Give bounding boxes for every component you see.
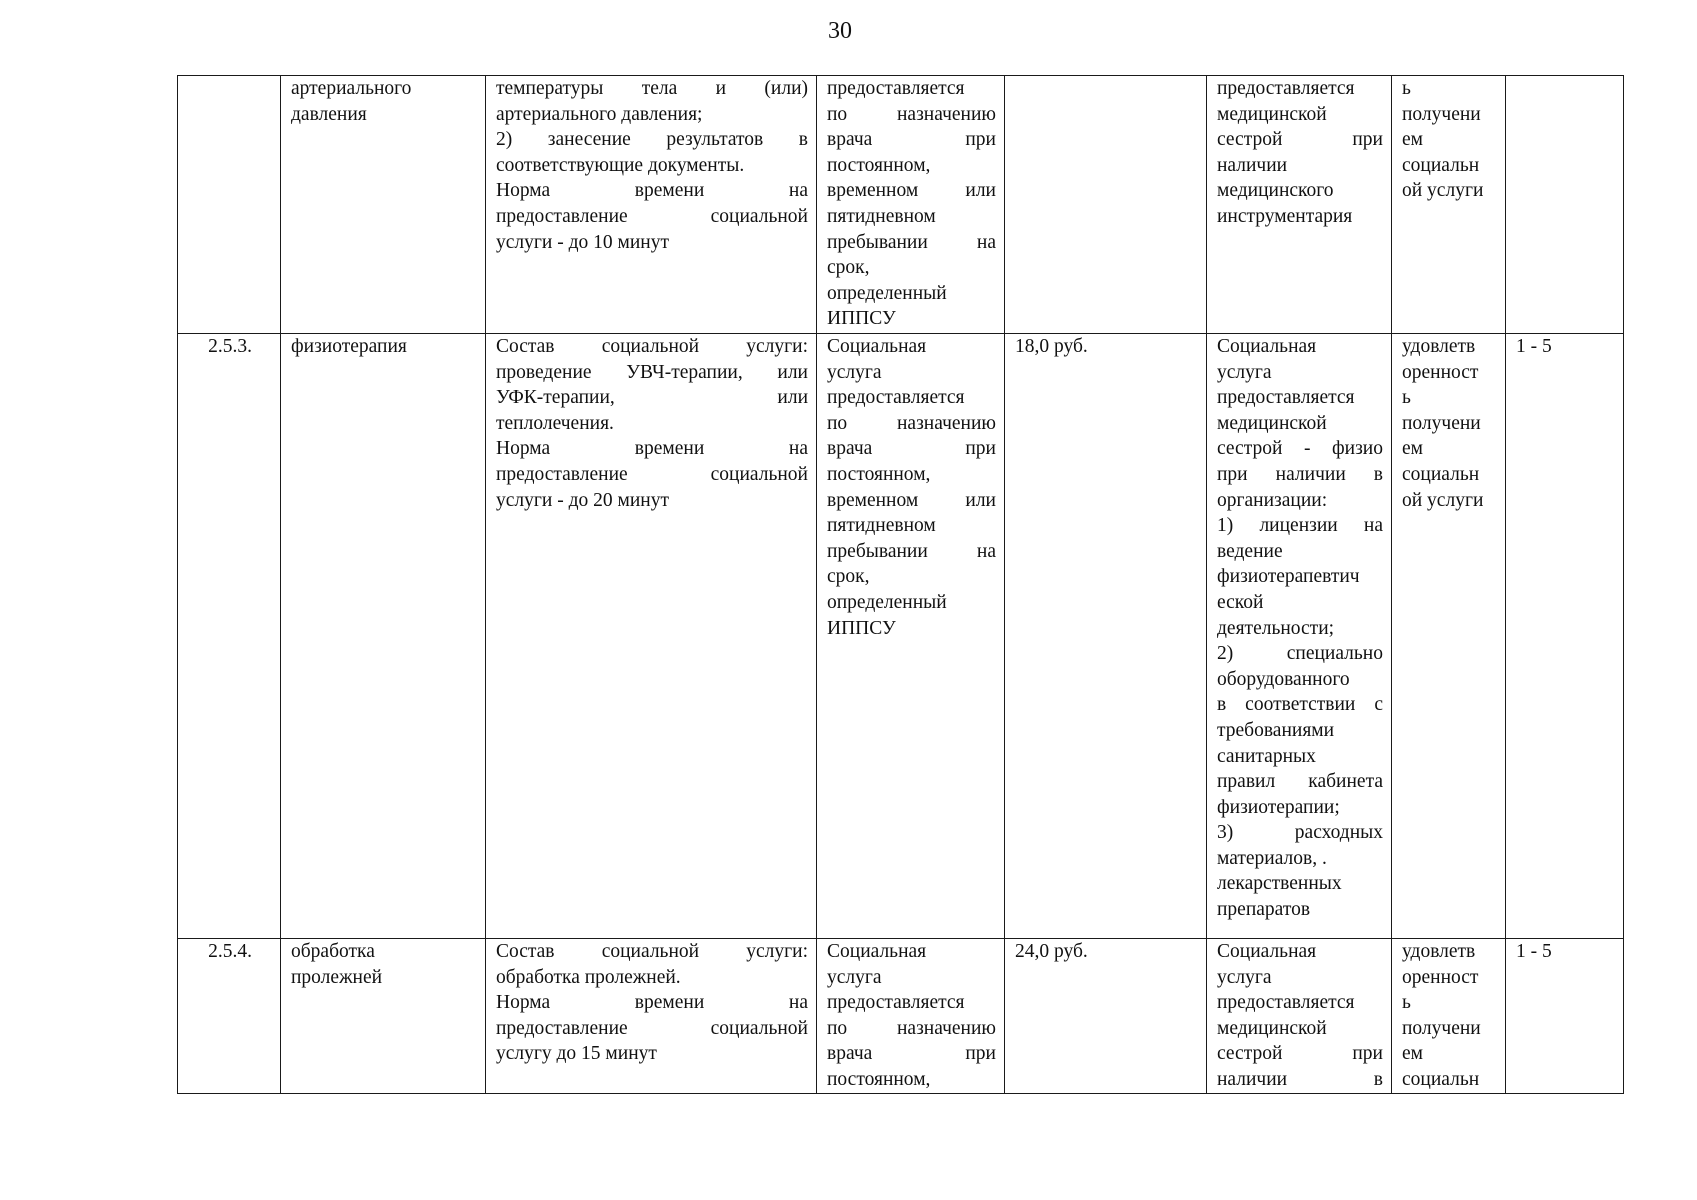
service-evaluation-cell-line: оренност [1402,966,1479,988]
service-evaluation-cell-line: ь [1402,387,1411,409]
service-conditions-cell-line: постоянном, [827,1068,931,1090]
service-frequency-cell: 1 - 5 [1506,939,1624,1094]
service-quality-cell-line: предоставляется [1217,992,1355,1014]
service-quality-cell-line: медицинского [1217,180,1334,202]
service-conditions-cell [817,76,1005,334]
service-quality-cell-line: физиотерапии; [1217,796,1340,818]
service-quality-cell-line: при наличии в [1217,463,1383,485]
service-conditions-cell-line: пятидневном [827,515,936,537]
service-quality-cell-line: предоставляется [1217,78,1355,99]
service-content-cell-line: температуры тела и (или) [496,78,808,99]
service-conditions-cell-line: Социальная [827,336,927,357]
service-content-cell-line: УФК-терапии, или [496,387,808,409]
service-quality-cell-line: материалов, . [1217,847,1327,869]
service-evaluation-cell-line: ой услуги [1402,180,1484,202]
service-conditions-cell-line: временном или [827,180,996,202]
service-conditions-cell [817,939,1005,1094]
service-conditions-cell-line: определенный [827,591,947,613]
service-conditions-cell-line: пребывании на [827,231,996,253]
service-content-cell-line: Норма времени на [496,438,808,460]
service-content-cell-line: Состав социальной услуги: [496,941,808,962]
service-conditions-cell-line: постоянном, [827,463,931,485]
table-body [178,76,1624,1094]
service-content-cell-line: теплолечения. [496,412,614,434]
service-tariff-cell [1005,76,1207,334]
service-conditions-cell-line: постоянном, [827,154,931,176]
service-quality-cell-line: 2) специально [1217,643,1383,665]
service-evaluation-cell-line: ем [1402,1043,1423,1065]
service-quality-cell-line: медицинской [1217,412,1327,434]
service-tariff-cell: 18,0 руб. [1005,334,1207,939]
service-quality-cell-line: услуга [1217,361,1272,383]
service-content-cell-line: предоставление социальной [496,205,808,227]
service-evaluation-cell [1392,334,1506,939]
service-number-cell: 2.5.4. [178,939,281,1094]
service-frequency-cell: 1 - 5 [1506,334,1624,939]
service-quality-cell-line: инструментария [1217,205,1353,227]
service-content-cell-line: проведение УВЧ-терапии, или [496,361,808,383]
service-conditions-cell-line: по назначению [827,1017,996,1039]
service-content-cell-line: Норма времени на [496,992,808,1014]
service-quality-cell [1207,334,1392,939]
service-quality-cell-line: в соответствии с [1217,694,1383,716]
service-quality-cell-line: сестрой - физио [1217,438,1383,460]
service-frequency-cell [1506,76,1624,334]
service-evaluation-cell-line: ем [1402,438,1423,460]
service-content-cell-line: 2) занесение результатов в [496,129,808,151]
service-quality-cell-line: препаратов [1217,899,1311,921]
service-quality-cell-line: еской [1217,591,1264,613]
service-number-cell [178,76,281,334]
service-content-cell [486,939,817,1094]
service-conditions-cell-line: услуга [827,966,882,988]
service-conditions-cell-line: пребывании на [827,540,996,562]
service-evaluation-cell-line: ем [1402,129,1423,151]
service-quality-cell-line: правил кабинета [1217,771,1383,793]
service-evaluation-cell-line: ой услуги [1402,489,1484,511]
service-evaluation-cell-line: получени [1402,412,1481,434]
service-quality-cell-line: требованиями [1217,719,1335,741]
service-conditions-cell [817,334,1005,939]
table-row [178,76,1624,334]
service-conditions-cell-line: определенный [827,282,947,304]
service-content-cell-line: предоставление социальной [496,463,808,485]
service-conditions-cell-line: врача при [827,438,996,460]
service-name-cell-line: физиотерапия [291,336,407,357]
service-quality-cell-line: услуга [1217,966,1272,988]
service-evaluation-cell [1392,939,1506,1094]
service-quality-cell-line: организации: [1217,489,1328,511]
table-row [178,334,1624,939]
service-name-cell-line: давления [291,103,367,125]
service-number-cell: 2.5.3. [178,334,281,939]
service-quality-cell-line: 3) расходных [1217,822,1383,844]
service-evaluation-cell-line: социальн [1402,463,1480,485]
service-quality-cell-line: Социальная [1217,336,1317,357]
service-content-cell-line: предоставление социальной [496,1017,808,1039]
service-quality-cell-line: медицинской [1217,103,1327,125]
table-row [178,939,1624,1094]
service-evaluation-cell-line: социальн [1402,154,1480,176]
service-name-cell-line: обработка [291,941,375,962]
service-conditions-cell-line: предоставляется [827,387,965,409]
service-evaluation-cell-line: оренност [1402,361,1479,383]
service-quality-cell-line: медицинской [1217,1017,1327,1039]
service-quality-cell-line: сестрой при [1217,1043,1383,1065]
service-conditions-cell-line: по назначению [827,103,996,125]
service-content-cell-line: артериального давления; [496,103,703,125]
service-conditions-cell-line: по назначению [827,412,996,434]
service-conditions-cell-line: предоставляется [827,78,965,99]
service-content-cell-line: услуги - до 20 минут [496,489,669,511]
service-conditions-cell-line: ИППСУ [827,617,896,639]
service-evaluation-cell-line: ь [1402,78,1411,99]
service-evaluation-cell-line: удовлетв [1402,941,1476,962]
service-quality-cell-line: деятельности; [1217,617,1335,639]
service-quality-cell-line: санитарных [1217,745,1316,767]
service-content-cell-line: услуги - до 10 минут [496,231,669,253]
service-quality-cell-line: наличии в [1217,1068,1383,1090]
service-conditions-cell-line: пятидневном [827,205,936,227]
service-name-cell-line: артериального [291,78,412,99]
service-conditions-cell-line: Социальная [827,941,927,962]
service-name-cell-line: пролежней [291,966,383,988]
service-evaluation-cell [1392,76,1506,334]
service-quality-cell-line: лекарственных [1217,873,1342,895]
service-quality-cell-line: ведение [1217,540,1283,562]
service-conditions-cell-line: врача при [827,129,996,151]
service-name-cell [281,76,486,334]
service-tariff-cell: 24,0 руб. [1005,939,1207,1094]
service-conditions-cell-line: срок, [827,257,870,279]
service-conditions-cell-line: предоставляется [827,992,965,1014]
service-evaluation-cell-line: социальн [1402,1068,1480,1090]
service-quality-cell-line: 1) лицензии на [1217,515,1383,537]
service-quality-cell-line: наличии [1217,154,1288,176]
services-table [177,75,1624,1094]
service-evaluation-cell-line: получени [1402,1017,1481,1039]
service-content-cell-line: Норма времени на [496,180,808,202]
service-quality-cell-line: физиотерапевтич [1217,566,1360,588]
service-conditions-cell-line: врача при [827,1043,996,1065]
service-name-cell [281,334,486,939]
service-quality-cell [1207,76,1392,334]
service-evaluation-cell-line: ь [1402,992,1411,1014]
page-number: 30 [828,18,852,44]
service-content-cell [486,76,817,334]
service-quality-cell-line: сестрой при [1217,129,1383,151]
service-conditions-cell-line: ИППСУ [827,308,896,330]
service-conditions-cell-line: срок, [827,566,870,588]
service-conditions-cell-line: временном или [827,489,996,511]
service-content-cell-line: соответствующие документы. [496,154,745,176]
service-content-cell-line: услугу до 15 минут [496,1043,657,1065]
service-content-cell-line: обработка пролежней. [496,966,681,988]
service-content-cell-line: Состав социальной услуги: [496,336,808,357]
service-evaluation-cell-line: удовлетв [1402,336,1476,357]
service-conditions-cell-line: услуга [827,361,882,383]
service-quality-cell [1207,939,1392,1094]
service-quality-cell-line: оборудованного [1217,668,1350,690]
service-content-cell [486,334,817,939]
service-evaluation-cell-line: получени [1402,103,1481,125]
service-quality-cell-line: Социальная [1217,941,1317,962]
service-name-cell [281,939,486,1094]
service-quality-cell-line: предоставляется [1217,387,1355,409]
